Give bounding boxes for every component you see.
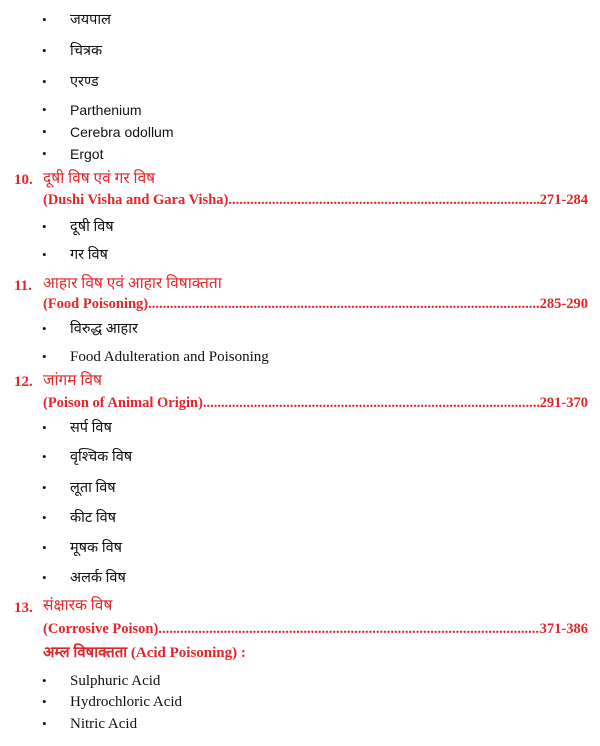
bullet: • bbox=[42, 570, 47, 585]
chapter-title-hindi: जांगम विष bbox=[43, 372, 102, 389]
subsection-heading: अम्ल विषाक्तता (Acid Poisoning) : bbox=[43, 645, 246, 661]
chapter-number: 10. bbox=[14, 172, 33, 188]
bullet: • bbox=[42, 694, 47, 709]
bullet: • bbox=[42, 124, 47, 139]
list-item: Nitric Acid bbox=[70, 716, 138, 732]
bullet: • bbox=[42, 12, 47, 27]
bullet: • bbox=[42, 247, 47, 262]
page-range: 285-290 bbox=[539, 296, 588, 312]
bullet: • bbox=[42, 349, 47, 364]
chapter-entry bbox=[43, 393, 588, 413]
list-item: Cerebra odollum bbox=[70, 124, 174, 140]
page-range: 271-284 bbox=[539, 192, 588, 208]
chapter-title-english: (Food Poisoning) bbox=[43, 296, 149, 312]
bullet: • bbox=[42, 540, 47, 555]
list-item: सर्प विष bbox=[70, 420, 112, 436]
list-item: विरुद्ध आहार bbox=[70, 321, 138, 337]
page-range: 291-370 bbox=[539, 395, 588, 411]
dot-leader bbox=[203, 393, 540, 413]
list-item: Ergot bbox=[70, 146, 104, 162]
list-item: Hydrochloric Acid bbox=[70, 694, 183, 710]
dot-leader bbox=[228, 190, 539, 210]
list-item: वृश्चिक विष bbox=[70, 449, 133, 465]
list-item: मूषक विष bbox=[70, 540, 123, 556]
chapter-title-hindi: दूषी विष एवं गर विष bbox=[43, 170, 156, 187]
bullet: • bbox=[42, 480, 47, 495]
chapter-entry bbox=[43, 190, 588, 210]
chapter-number: 12. bbox=[14, 374, 33, 390]
bullet: • bbox=[42, 74, 47, 89]
list-item: जयपाल bbox=[70, 12, 111, 28]
list-item: Parthenium bbox=[70, 102, 142, 118]
chapter-title-english: (Poison of Animal Origin) bbox=[43, 395, 203, 411]
bullet: • bbox=[42, 219, 47, 234]
bullet: • bbox=[42, 321, 47, 336]
list-item: गर विष bbox=[70, 247, 108, 263]
chapter-title-english: (Corrosive Poison) bbox=[43, 621, 159, 637]
list-item: दूषी विष bbox=[70, 219, 114, 235]
bullet: • bbox=[42, 420, 47, 435]
list-item: अलर्क विष bbox=[70, 570, 126, 586]
chapter-entry bbox=[43, 294, 588, 314]
bullet: • bbox=[42, 43, 47, 58]
list-item: Food Adulteration and Poisoning bbox=[70, 349, 269, 365]
list-item: चित्रक bbox=[70, 43, 103, 59]
list-item: एरण्ड bbox=[70, 74, 99, 90]
bullet: • bbox=[42, 510, 47, 525]
list-item: Sulphuric Acid bbox=[70, 673, 161, 689]
chapter-number: 11. bbox=[14, 278, 32, 294]
bullet: • bbox=[42, 716, 47, 731]
bullet: • bbox=[42, 673, 47, 688]
bullet: • bbox=[42, 449, 47, 464]
bullet: • bbox=[42, 146, 47, 161]
dot-leader bbox=[148, 294, 540, 314]
chapter-entry bbox=[43, 619, 588, 639]
dot-leader bbox=[158, 619, 539, 639]
list-item: लूता विष bbox=[70, 480, 116, 496]
page-range: 371-386 bbox=[539, 621, 588, 637]
list-item: कीट विष bbox=[70, 510, 117, 526]
chapter-title-hindi: आहार विष एवं आहार विषाक्तता bbox=[43, 275, 222, 292]
bullet: • bbox=[42, 102, 47, 117]
chapter-title-hindi: संक्षारक विष bbox=[43, 597, 113, 614]
chapter-title-english: (Dushi Visha and Gara Visha) bbox=[43, 192, 229, 208]
chapter-number: 13. bbox=[14, 600, 33, 616]
